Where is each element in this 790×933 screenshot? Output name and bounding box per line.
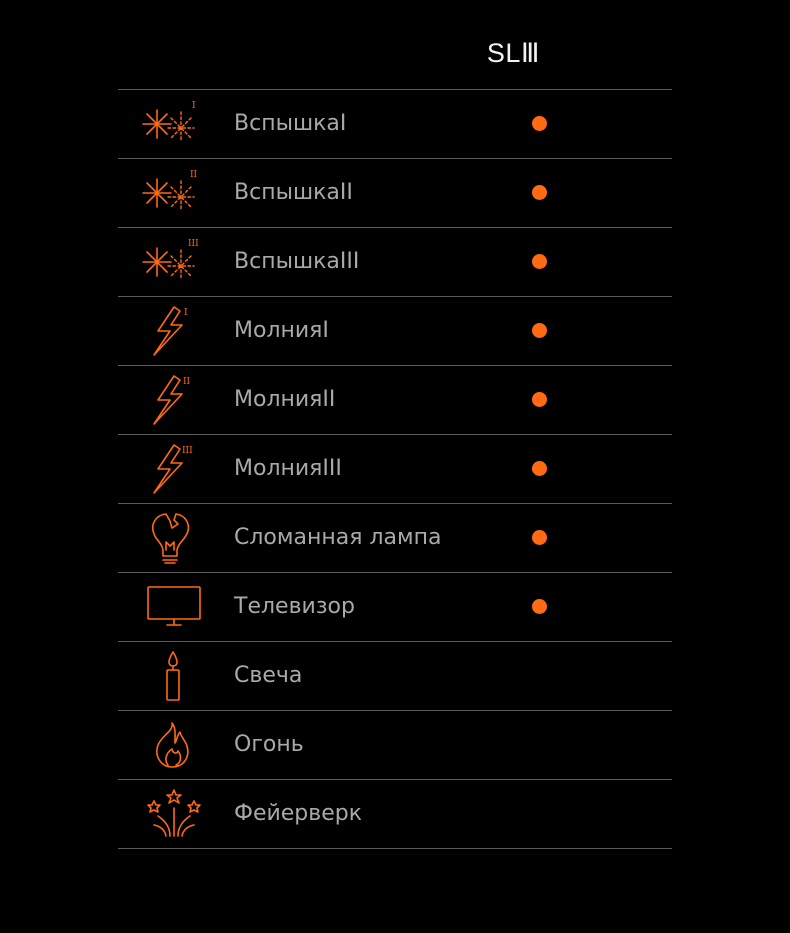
- svg-text:II: II: [190, 170, 198, 180]
- table-row-lightning-1[interactable]: [118, 297, 672, 366]
- supported-dot: [532, 530, 547, 545]
- lightning-3-icon: [140, 443, 204, 495]
- row-label: Сломанная лампа: [234, 525, 442, 550]
- table-header: SLⅢ: [118, 0, 672, 90]
- row-label: Телевизор: [234, 594, 355, 619]
- supported-dot: [532, 461, 547, 476]
- table-row-flash-2[interactable]: [118, 159, 672, 228]
- row-label: ВспышкаII: [234, 180, 353, 205]
- row-label: МолнияII: [234, 387, 336, 412]
- row-label: Свеча: [234, 663, 303, 688]
- flash-1-icon: [140, 98, 204, 150]
- lightning-2-icon: [140, 374, 204, 426]
- row-label: МолнияIII: [234, 456, 342, 481]
- tv-icon: [140, 581, 204, 633]
- supported-dot: [532, 116, 547, 131]
- table-row-flash-1[interactable]: [118, 90, 672, 159]
- svg-text:I: I: [184, 308, 188, 318]
- table-row-fire[interactable]: [118, 711, 672, 780]
- table-row-lightning-2[interactable]: [118, 366, 672, 435]
- supported-dot: [532, 323, 547, 338]
- row-label: ВспышкаI: [234, 111, 347, 136]
- row-label: Огонь: [234, 732, 304, 757]
- supported-dot: [532, 392, 547, 407]
- row-label: МолнияI: [234, 318, 329, 343]
- row-label: ВспышкаIII: [234, 249, 360, 274]
- table-row-flash-3[interactable]: [118, 228, 672, 297]
- fire-icon: [140, 719, 204, 771]
- table-row-tv[interactable]: [118, 573, 672, 642]
- table-row-broken-bulb[interactable]: [118, 504, 672, 573]
- svg-text:I: I: [192, 101, 196, 111]
- fireworks-icon: [140, 788, 204, 840]
- candle-icon: [140, 650, 204, 702]
- lightning-1-icon: [140, 305, 204, 357]
- table-row-candle[interactable]: [118, 642, 672, 711]
- broken-bulb-icon: [140, 512, 204, 564]
- svg-text:III: III: [182, 446, 193, 456]
- flash-3-icon: [140, 236, 204, 288]
- supported-dot: [532, 185, 547, 200]
- supported-dot: [532, 254, 547, 269]
- table-row-fireworks[interactable]: [118, 780, 672, 849]
- table-row-lightning-3[interactable]: [118, 435, 672, 504]
- flash-2-icon: [140, 167, 204, 219]
- row-label: Фейерверк: [234, 801, 363, 826]
- effects-table: [118, 0, 672, 849]
- svg-text:III: III: [188, 239, 199, 249]
- svg-text:II: II: [183, 377, 191, 387]
- supported-dot: [532, 599, 547, 614]
